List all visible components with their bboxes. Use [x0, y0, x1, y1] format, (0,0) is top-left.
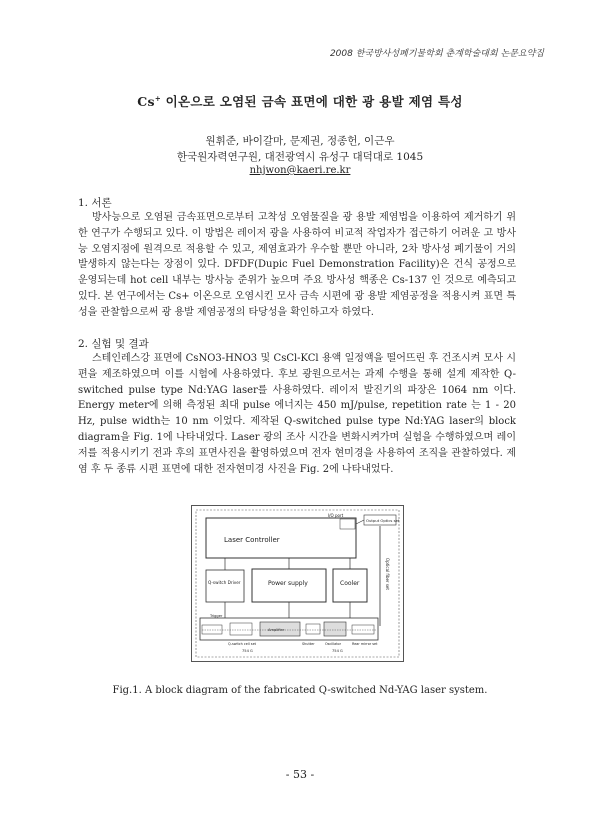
- io-port-label: I/O port: [328, 513, 344, 518]
- trigger-label: Trigger: [210, 614, 223, 618]
- rear-mirror-label: Rear mirror set: [352, 642, 378, 646]
- output-mirror-box: [352, 625, 374, 634]
- q-switch-driver-label: Q-switch Driver: [208, 580, 241, 585]
- shutter-label: Shutter: [302, 642, 315, 646]
- rear-mirror-box: [202, 625, 222, 634]
- figure-1-block-diagram: [191, 505, 404, 662]
- section-1-heading: 1. 서론: [78, 197, 112, 209]
- authors: 원휘준, 바이갈마, 문제권, 정종헌, 이근우: [205, 135, 395, 147]
- section-2-heading: 2. 실험 및 결과: [78, 338, 149, 350]
- block-diagram-svg: [192, 506, 403, 661]
- section-2-body: [78, 351, 516, 477]
- io-port-box: [340, 519, 355, 529]
- section-1-body: [78, 210, 516, 321]
- oscillator-label: Oscillator: [325, 642, 342, 646]
- optical-fiber-label: Optical fiber set: [385, 558, 390, 590]
- cooler-label: Cooler: [340, 580, 360, 587]
- section-1-paragraph: 방사능으로 오염된 금속표면으로부터 고착성 오염물질을 광 용발 제염법을 이용하여 제거하기 위한 연구가 수행되고 있다. 이 방법은 레이저 광을 사용하여 비교적 작업자가 접근하기 어려운 고 방사능 오염지점에 원격으로 적용할 수 있고, 제염효과가 우수할 뿐만 아니라, 2차 방사성 폐기물이 거의 발생하지 않는다는 장점이 있다. DFDF(Dupic Fuel Demonstration Facility)은 건식 공정으로 운영되는데 hot cell 내부는 방사능 준위가 높으며 주요 방사성 핵종은 Cs-137 인 것으로 예측되고 있다. 본 연구에서는 Cs+ 이온으로 오염시킨 모사 금속 시편에 광 용발 제염공정을 적용시켜 표면 특성을 관찰함으로써 광 용발 제염공정의 타당성을 확인하고자 하였다.: [78, 212, 516, 318]
- oscillator-rod: [324, 622, 346, 636]
- affiliation: 한국원자력연구원, 대전광역시 유성구 대덕대로 1045: [176, 151, 424, 163]
- q-switch-driver-box: [206, 570, 244, 602]
- output-optics-label: Output Optics set: [366, 518, 400, 523]
- paper-title: [0, 92, 600, 110]
- title-superscript: +: [154, 93, 161, 103]
- q-switch-cell-box: [230, 623, 252, 635]
- page-number: - 53 -: [285, 768, 315, 781]
- shutter-box: [306, 624, 320, 634]
- laser-controller-label: Laser Controller: [224, 536, 280, 544]
- title-cs: Cs: [137, 94, 155, 109]
- email-link[interactable]: nhjwon@kaeri.re.kr: [249, 165, 351, 176]
- figure-1-caption: Fig.1. A block diagram of the fabricated Q-switched Nd-YAG laser system.: [112, 685, 488, 696]
- amplifier-label: Amplifier: [268, 628, 285, 632]
- title-rest: 이온으로 오염된 금속 표면에 대한 광 용발 제염 특성: [161, 94, 463, 109]
- q-switch-cell-label: Q-switch cell set: [228, 642, 256, 646]
- head-b-label: 754 G: [332, 649, 343, 653]
- connector-4: [356, 520, 364, 524]
- running-header: 2008 한국방사성폐기물학회 춘계학술대회 논문요약집: [329, 49, 544, 59]
- section-2-paragraph: 스테인레스강 표면에 CsNO3-HNO3 및 CsCl-KCl 용액 일정액을 떨어뜨린 후 건조시켜 모사 시편을 제조하였으며 이를 시험에 사용하였다. 후보 광원으로서는 과제 수행을 통해 설계 제작한 Q-switched pulse type Nd:YAG laser를 사용하였다. 레이저 발진기의 파장은 1064 nm 이다. Energy meter에 의해 측정된 최대 pulse 에너지는 450 mJ/pulse, repetition rate 는 1 - 20 Hz, pulse width는 10 nm 이었다. 제작된 Q-switched pulse type Nd:YAG laser의 block diagram을 Fig. 1에 나타내었다. Laser 광의 조사 시간을 변화시켜가며 실험을 수행하였으며 레이저를 적용시키기 전과 후의 표면사진을 촬영하였으며 전자 현미경을 사용하여 조직을 관찰하였다. 제염 후 두 종류 시편 표면에 대한 전자현미경 사진을 Fig. 2에 나타내었다.: [78, 353, 516, 475]
- head-a-label: 754 G: [242, 649, 253, 653]
- power-supply-label: Power supply: [268, 580, 308, 587]
